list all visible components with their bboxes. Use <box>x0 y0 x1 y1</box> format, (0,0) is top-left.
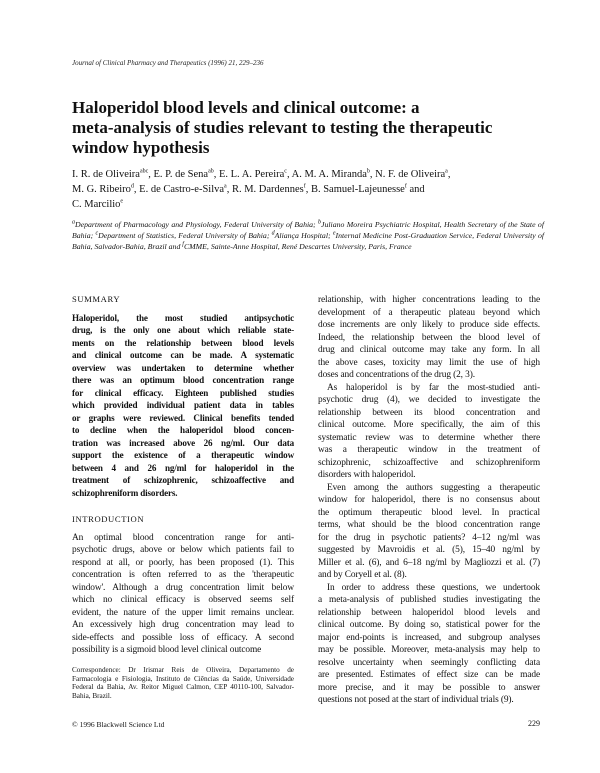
text-line: side-effects and possible loss of efficacy. A second <box>72 632 294 643</box>
affiliation-text: Department of Pharmacology and Physiology, Federal University of Bahia; <box>75 220 319 229</box>
copyright-notice: © 1996 Blackwell Science Ltd <box>72 720 165 729</box>
author-affiliation-mark: f <box>404 183 407 190</box>
text-line: psychotic drug (4), we decided to investigate the <box>318 395 540 405</box>
author-affiliation-mark: c <box>284 168 287 175</box>
text-line: drug, is the only one about which reliable state- <box>72 325 294 335</box>
text-line: may be possible. Moreover, meta-analysis may help to <box>318 645 540 655</box>
text-line: As haloperidol is by far the most-studied anti- <box>327 382 540 393</box>
author-separator: , <box>305 184 311 195</box>
text-line: are presented. Estimates of effect size can be made <box>318 670 540 680</box>
author-line <box>72 197 450 212</box>
title-line: meta-analysis of studies relevant to testing the therapeutic <box>72 118 493 137</box>
text-line: window'. Although a drug concentration limit below <box>72 582 294 593</box>
text-line: doses and concentrations of the drug (2, 3). <box>318 370 475 380</box>
text-line: Indeed, the relationship between the blood level of <box>318 332 540 343</box>
text-line: and by Coryell et al. (8). <box>318 570 407 580</box>
text-line: for the drug in psychotic patients? 4–12 ng/ml was <box>318 532 540 543</box>
author-name: B. Samuel-Lajeunesse <box>310 184 405 195</box>
page-number: 229 <box>528 719 540 728</box>
summary-text <box>72 312 294 500</box>
affiliation-text: Juliano Moreira Psychiatric Hospital, Health Secretary of the State of Bahia; <box>72 220 544 240</box>
text-line: respond at all, or poorly, has been proposed (1). This <box>72 557 294 568</box>
text-line: treatment of schizophrenic, schizoaffective and <box>72 475 294 485</box>
text-line: Haloperidol, the most studied antipsychotic <box>72 312 294 323</box>
author-separator: , <box>286 169 292 180</box>
author-line <box>72 167 450 182</box>
author-separator: , <box>447 169 451 180</box>
text-line: the optimum therapeutic blood level. In practical <box>318 507 540 518</box>
text-line: Even among the authors suggesting a therapeutic <box>327 482 540 493</box>
text-line: clinical outcome. By doing so, statistical power for the <box>318 620 540 630</box>
affiliation-mark: b <box>318 219 322 226</box>
author-separator: , <box>226 184 232 195</box>
text-line: terms, what should be the blood concentration range <box>318 520 540 530</box>
affiliation-mark: a <box>72 219 75 226</box>
author-list <box>72 167 450 212</box>
author-affiliation-mark: d <box>130 183 134 190</box>
author-separator: , <box>369 169 376 180</box>
text-line: window for haloperidol, there is no consensus about <box>318 495 540 505</box>
text-line: to decline when the haloperidol blood concen- <box>72 425 294 435</box>
summary-heading: SUMMARY <box>72 294 121 304</box>
text-line: tration was increased above 26 ng/ml. Our data <box>72 437 294 448</box>
affiliation-mark: d <box>271 230 275 237</box>
text-line: relationship, with higher concentrations leading to the <box>318 295 540 305</box>
text-line: there was an optimum blood concentration range <box>72 375 294 385</box>
author-affiliation-mark: b <box>366 168 370 175</box>
author-affiliation-mark: abc <box>139 168 149 175</box>
text-line: or graphs were reviewed. Clinical benefits tended <box>72 412 294 423</box>
author-name: I. R. de Oliveira <box>72 169 140 180</box>
author-affiliation-mark: f <box>303 183 306 190</box>
text-line: resolve uncertainty when seemingly conflicting data <box>318 657 540 668</box>
author-name: C. Marcilio <box>72 199 121 210</box>
author-name: E. P. de Sena <box>153 169 209 180</box>
text-line: a meta-analysis of published studies investigating the <box>318 595 540 605</box>
text-line: and clinical outcome can be made. A systematic <box>72 350 294 360</box>
text-line: overview was undertaken to determine whether <box>72 362 294 373</box>
author-name: E. L. A. Pereira <box>218 169 285 180</box>
text-line: between 4 and 26 ng/ml for haloperidol in the <box>72 462 294 473</box>
text-line: which no clinical efficacy is observed seems self <box>72 595 294 605</box>
text-line: was a therapeutic window in the treatment of <box>318 445 540 455</box>
text-line: questions not posed at the start of individual trials (9). <box>318 695 514 705</box>
paragraph <box>318 294 540 382</box>
affiliation-text: Department of Statistics, Federal University of Bahia; <box>98 231 272 240</box>
affiliations <box>72 219 544 252</box>
text-line: possibility is a sigmoid blood level clinical outcome <box>72 645 262 655</box>
affiliation-text: CMME, Sainte-Anne Hospital, René Descartes University, Paris, France <box>183 242 412 251</box>
paragraph <box>318 582 540 707</box>
author-name: R. M. Dardennes <box>231 184 304 195</box>
text-line: In order to address these questions, we undertook <box>327 582 540 593</box>
text-line: ments on the relationship between blood levels <box>72 337 294 348</box>
article-title <box>72 98 492 158</box>
author-line <box>72 182 450 197</box>
paragraph <box>318 382 540 482</box>
left-column <box>72 293 294 657</box>
introduction-heading: INTRODUCTION <box>72 514 145 524</box>
text-line: dose increments are only likely to produce side effects. <box>318 320 540 330</box>
text-line: clinical outcome. More specifically, the aim of this <box>318 420 540 430</box>
text-line: An excessively high drug concentration may lead to <box>72 620 294 630</box>
introduction-text <box>72 532 294 657</box>
author-affiliation-mark: e <box>120 198 124 205</box>
affiliation-text: Internal Medicine Post-Graduation Service, Federal University of Bahia, Salvador-Bahia, Brazil and <box>72 231 545 251</box>
text-line: support the existence of a therapeutic window <box>72 450 294 460</box>
author-separator: , <box>213 169 219 180</box>
text-line: disorders with haloperidol. <box>318 470 416 480</box>
text-line: concentration is often referred to as the 'therapeutic <box>72 570 294 580</box>
affiliation-mark: c <box>95 230 99 237</box>
title-line: Haloperidol blood levels and clinical outcome: a <box>72 98 420 117</box>
author-affiliation-mark: ab <box>208 168 214 175</box>
text-line: evident, the nature of the upper limit remains unclear. <box>72 607 294 618</box>
text-line: more precise, and it may be possible to answer <box>318 682 540 693</box>
author-affiliation-mark: a <box>224 183 227 190</box>
author-affiliation-mark: a <box>445 168 448 175</box>
text-line: relationship between haloperidol blood levels and <box>318 607 540 618</box>
text-line: the above cases, toxicity may limit the use of high <box>318 357 540 368</box>
affiliation-text: Aliança Hospital; <box>274 231 333 240</box>
text-line: systematic review was to determine whether there <box>318 432 540 443</box>
affiliation-mark: f <box>182 241 184 248</box>
correspondence-note: Correspondence: Dr Irismar Reis de Oliveira, Departamento de Farmacologia e Fisiologia, Instituto de Ciências da Saúde, Universidade Federal da Bahia, Av. Reitor Miguel Calmon, CEP 40110-100, Salvador-Bahia, Brazil. <box>72 666 294 700</box>
text-line: drug and clinical outcome may take any form. In all <box>318 345 540 355</box>
author-name: E. de Castro-e-Silva <box>139 184 225 195</box>
author-separator: , <box>148 169 154 180</box>
text-line: for clinical efficacy. Eighteen published studies <box>72 387 294 398</box>
author-name: N. F. de Oliveira <box>375 169 446 180</box>
text-line: relationship between its blood concentration and <box>318 407 540 418</box>
author-name: A. M. A. Miranda <box>291 169 367 180</box>
text-line: schizophreniform disorders. <box>72 487 178 498</box>
text-line: development of a therapeutic plateau beyond which <box>318 307 540 318</box>
author-separator: , <box>133 184 140 195</box>
text-line: schizophrenic, schizoaffective and schizophreniform <box>318 457 540 468</box>
author-name: M. G. Ribeiro <box>72 184 131 195</box>
text-line: Miller et al. (6), and 6–18 ng/ml by Magliozzi et al. (7) <box>318 557 540 568</box>
text-line: psychotic drugs, above or below which patients fail to <box>72 545 294 555</box>
author-separator: and <box>406 184 425 195</box>
text-line: An optimal blood concentration range for anti- <box>72 532 294 543</box>
title-line: window hypothesis <box>72 138 210 157</box>
affiliation-mark: e <box>332 230 336 237</box>
text-line: suggested by Mavroidis et al. (5), 15–40 ng/ml by <box>318 545 540 555</box>
right-column <box>318 294 540 707</box>
journal-header: Journal of Clinical Pharmacy and Therapeutics (1996) 21, 229–236 <box>72 59 264 67</box>
paragraph <box>318 482 540 582</box>
text-line: which provided individual patient data in tables <box>72 400 294 410</box>
text-line: major end-points is increased, and subgroup analyses <box>318 632 540 643</box>
